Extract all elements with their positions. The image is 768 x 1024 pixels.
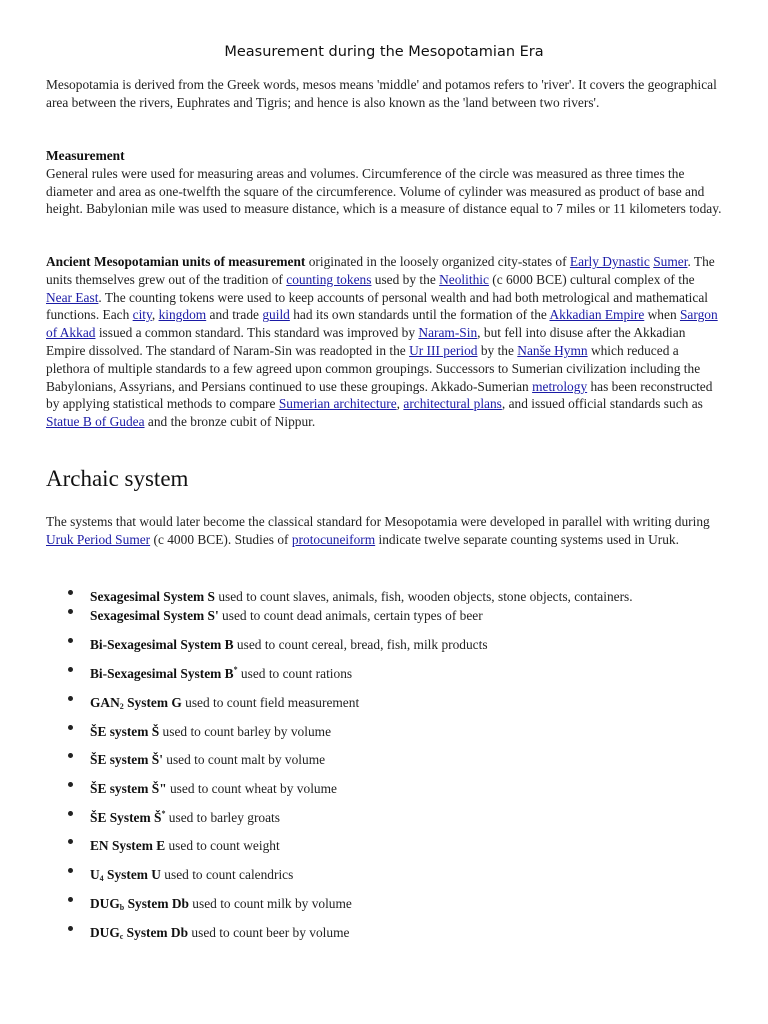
text-run: originated in the loosely organized city-states of xyxy=(305,254,570,269)
bullet-icon xyxy=(68,696,73,701)
system-name: Sexagesimal System S' xyxy=(90,608,219,623)
system-description: used to barley groats xyxy=(165,810,280,825)
system-description: used to count barley by volume xyxy=(159,724,332,739)
link-sargon-of-akkad[interactable]: Sargon of Akkad xyxy=(46,307,718,341)
link-architectural-plans[interactable]: architectural plans xyxy=(403,396,502,412)
ancient-units-bold: Ancient Mesopotamian units of measurement xyxy=(46,254,306,269)
system-line xyxy=(90,719,730,744)
system-description: used to count slaves, animals, fish, wooden objects, stone objects, containers. xyxy=(214,589,633,604)
system-description: used to count weight xyxy=(165,838,280,853)
system-name: ŠE System Š xyxy=(90,810,162,825)
system-description: used to count wheat by volume xyxy=(166,781,337,796)
link-neolithic[interactable]: Neolithic xyxy=(439,271,489,287)
system-line xyxy=(90,862,730,887)
bullet-icon xyxy=(68,725,73,730)
system-description: used to count beer by volume xyxy=(188,925,350,940)
archaic-paragraph xyxy=(46,513,722,549)
link-nanse-hymn[interactable]: Nanše Hymn xyxy=(517,342,588,358)
bullet-icon xyxy=(68,590,73,595)
bullet-icon xyxy=(68,897,73,902)
text-run: which reduced a plethora of multiple standards to a few agreed upon common groupings. Successors to Sumerian civilization including the Babylonians, Assyrians, and Persians continued to use these groupings. Akkado-Sumerian xyxy=(46,342,701,394)
text-run: , and issued official standards such as xyxy=(501,396,703,412)
text-run: used by the xyxy=(371,271,440,287)
link-city[interactable]: city xyxy=(132,307,152,323)
text-run: when xyxy=(644,307,680,323)
system-subscript: b xyxy=(119,903,125,912)
system-line xyxy=(90,805,730,830)
system-line xyxy=(90,833,730,858)
system-line xyxy=(90,747,730,772)
system-description: used to count field measurement xyxy=(181,695,360,710)
system-description: used to count rations xyxy=(237,666,353,681)
text-run: . The counting tokens were used to keep accounts of personal wealth and had both metrological and mathematical functions. Each xyxy=(46,289,708,323)
system-name-suffix: System Db xyxy=(124,896,189,911)
bullet-icon xyxy=(68,926,73,931)
bullet-icon xyxy=(68,811,73,816)
bullet-icon xyxy=(68,667,73,672)
text-run: (c 6000 BCE) cultural complex of the xyxy=(488,271,695,287)
system-superscript: * xyxy=(161,809,166,818)
text-run: , but fell into disuse after the Akkadian Empire dissolved. The standard of Naram-Sin was readopted in the xyxy=(46,325,686,358)
system-description: used to count dead animals, certain types of beer xyxy=(218,608,483,623)
system-line xyxy=(90,661,730,686)
text-run: has been reconstructed by applying statistical methods to compare xyxy=(46,378,713,412)
text-run: had its own standards until the formation of the xyxy=(289,307,550,323)
system-name: Sexagesimal System S xyxy=(90,589,215,604)
bullet-icon xyxy=(68,868,73,873)
system-description: used to count cereal, bread, fish, milk products xyxy=(233,637,488,652)
text-run: and trade xyxy=(206,307,263,323)
link-near-east[interactable]: Near East xyxy=(46,289,99,305)
text-run: , xyxy=(151,307,159,323)
text-run: indicate twelve separate counting systems used in Uruk. xyxy=(375,531,679,547)
link-akkadian-empire[interactable]: Akkadian Empire xyxy=(549,307,645,323)
text-run: and the bronze cubit of Nippur. xyxy=(144,414,316,430)
link-early-dynastic[interactable]: Early Dynastic xyxy=(569,254,650,269)
bullet-icon xyxy=(68,638,73,643)
system-line xyxy=(90,920,730,945)
system-name: GAN xyxy=(90,695,120,710)
system-name: ŠE system Š' xyxy=(90,752,163,767)
system-subscript: 2 xyxy=(119,702,124,711)
link-protocuneiform[interactable]: protocuneiform xyxy=(291,531,376,547)
link-sumerian-architecture[interactable]: Sumerian architecture xyxy=(278,396,397,412)
text-run: by the xyxy=(477,342,518,358)
bullet-icon xyxy=(68,839,73,844)
link-metrology[interactable]: metrology xyxy=(532,378,588,394)
system-name: Bi-Sexagesimal System B xyxy=(90,666,234,681)
page-title: Measurement during the Mesopotamian Era xyxy=(224,44,544,60)
intro-paragraph: Mesopotamia is derived from the Greek words, mesos means 'middle' and potamos refers to 'river'. It covers the geographical area between the rivers, Euphrates and Tigris; and hence is also known as the 'land between two rivers'. xyxy=(46,77,717,110)
link-statue-b-of-gudea[interactable]: Statue B of Gudea xyxy=(46,414,145,430)
system-superscript: * xyxy=(233,665,238,674)
bullet-icon xyxy=(68,782,73,787)
system-name: DUG xyxy=(90,925,120,940)
ancient-units-paragraph xyxy=(46,253,722,431)
link-naram-sin[interactable]: Naram-Sin xyxy=(418,325,478,341)
text-run: , xyxy=(396,396,404,412)
link-counting-tokens[interactable]: counting tokens xyxy=(286,271,372,287)
text-run: . The units themselves grew out of the tradition of xyxy=(46,254,715,287)
system-line xyxy=(90,632,730,657)
measurement-heading: Measurement xyxy=(46,148,125,163)
system-line xyxy=(90,891,730,916)
text-run: issued a common standard. This standard was improved by xyxy=(95,325,419,341)
system-description: used to count milk by volume xyxy=(188,896,352,911)
system-description: used to count calendrics xyxy=(160,867,294,882)
system-name: Bi-Sexagesimal System B xyxy=(90,637,234,652)
link-uruk-period-sumer[interactable]: Uruk Period Sumer xyxy=(46,531,151,547)
link-sumer[interactable]: Sumer xyxy=(653,254,688,269)
system-name: ŠE system Š" xyxy=(90,781,167,796)
system-subscript: c xyxy=(119,932,124,941)
system-name: U xyxy=(90,867,100,882)
system-line xyxy=(90,603,730,628)
system-name: DUG xyxy=(90,896,120,911)
link-kingdom[interactable]: kingdom xyxy=(158,307,207,323)
system-subscript: 4 xyxy=(99,874,104,883)
bullet-icon xyxy=(68,753,73,758)
system-name-suffix: System U xyxy=(103,867,161,882)
archaic-system-heading: Archaic system xyxy=(46,466,189,491)
link-guild[interactable]: guild xyxy=(262,307,290,323)
system-name-suffix: System G xyxy=(123,695,182,710)
system-line xyxy=(90,776,730,801)
system-name-suffix: System Db xyxy=(123,925,189,940)
measurement-text: General rules were used for measuring areas and volumes. Circumference of the circle was measured as three times the diameter and area as one-twelfth the square of the circumference. Volume of cylinder was measured as product of base and height. Babylonian mile was used to measure distance, which is a measure of distance equal to 7 miles or 11 kilometers today. xyxy=(46,165,722,217)
link-ur-iii-period[interactable]: Ur III period xyxy=(409,342,478,358)
system-name: EN System E xyxy=(90,838,166,853)
text-run: The systems that would later become the classical standard for Mesopotamia were developed in parallel with writing during xyxy=(46,514,710,529)
measurement-section xyxy=(46,147,722,218)
system-description: used to count malt by volume xyxy=(162,752,326,767)
system-name: ŠE system Š xyxy=(90,724,160,739)
system-line xyxy=(90,690,730,715)
bullet-icon xyxy=(68,609,73,614)
text-run: (c 4000 BCE). Studies of xyxy=(150,531,292,547)
